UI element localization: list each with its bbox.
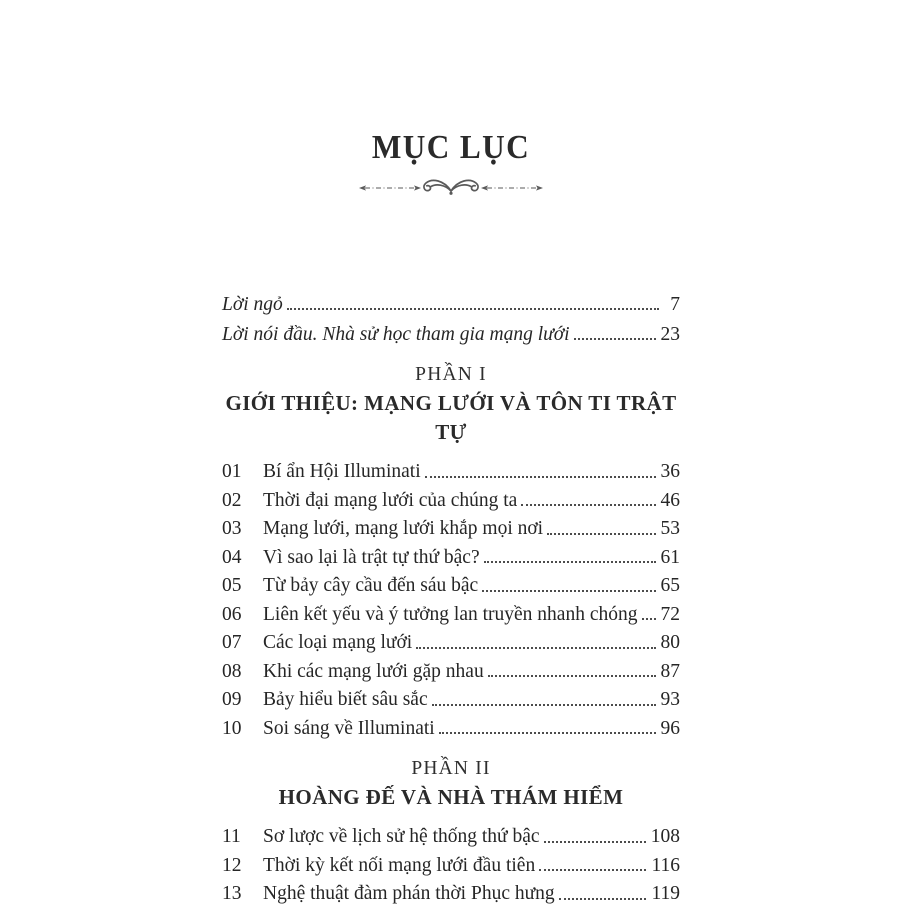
- toc-chapter-row: [222, 711, 680, 740]
- toc-entry-page: 96: [660, 717, 680, 739]
- chapter-number: 06: [222, 603, 242, 625]
- toc-chapter-row: [222, 568, 680, 597]
- toc-entry-page: 80: [660, 632, 680, 654]
- chapter-number: 07: [222, 632, 242, 654]
- dot-leader: [425, 476, 656, 478]
- toc-entry-title: Lời nói đầu. Nhà sử học tham gia mạng lưới: [222, 323, 570, 345]
- dot-leader: [287, 308, 659, 310]
- toc-entry-page: 108: [650, 826, 680, 848]
- toc-entry-page: 119: [651, 883, 680, 905]
- part-label: PHẦN I: [415, 364, 487, 385]
- toc-entry-title: Mạng lưới, mạng lưới khắp mọi nơi: [263, 518, 544, 540]
- toc-entry-title: Bảy hiểu biết sâu sắc: [263, 689, 428, 711]
- toc-entry-title: Các loại mạng lưới: [263, 632, 413, 654]
- toc-entry-page: 36: [660, 461, 680, 483]
- toc-entry-title: Từ bảy cây cầu đến sáu bậc: [263, 575, 479, 597]
- toc-chapter-row: [222, 597, 680, 626]
- intro-list: [222, 285, 680, 345]
- toc-entry-page: 7: [670, 293, 680, 315]
- dot-leader: [544, 841, 646, 843]
- chapter-number: 11: [222, 826, 241, 848]
- toc-entry-title: Bí ẩn Hội Illuminati: [263, 461, 421, 483]
- dot-leader: [416, 647, 655, 649]
- toc-entry-page: 61: [660, 546, 680, 568]
- chapter-number: 08: [222, 660, 242, 682]
- chapter-list: [222, 819, 680, 905]
- toc-entry-page: 93: [660, 689, 680, 711]
- toc-chapter-row: [222, 454, 680, 483]
- chapter-number: 01: [222, 461, 242, 483]
- toc-chapter-row: [222, 511, 680, 540]
- toc-part: [222, 756, 680, 905]
- dot-leader: [574, 338, 656, 340]
- toc-chapter-row: [222, 848, 680, 877]
- dot-leader: [488, 675, 656, 677]
- part-title: HOÀNG ĐẾ VÀ NHÀ THÁM HIỂM: [278, 785, 624, 809]
- toc-entry-title: Soi sáng về Illuminati: [263, 717, 435, 739]
- toc-entry-title: Sơ lược về lịch sử hệ thống thứ bậc: [263, 826, 540, 848]
- dot-leader: [484, 561, 656, 563]
- toc-entry-page: 65: [660, 575, 680, 597]
- dot-leader: [559, 898, 647, 900]
- dot-leader: [482, 590, 655, 592]
- toc-entry-page: 116: [651, 854, 680, 876]
- toc-entry-title: Vì sao lại là trật tự thứ bậc?: [263, 546, 480, 568]
- chapter-list: [222, 454, 680, 739]
- part-label: PHẦN II: [411, 758, 491, 779]
- toc-entry-title: Lời ngỏ: [222, 293, 283, 315]
- dot-leader: [539, 869, 646, 871]
- toc-chapter-row: [222, 540, 680, 569]
- chapter-number: 04: [222, 546, 242, 568]
- chapter-number: 09: [222, 689, 242, 711]
- toc-entry-title: Liên kết yếu và ý tưởng lan truyền nhanh chóng: [263, 603, 638, 625]
- chapter-number: 12: [222, 854, 242, 876]
- chapter-number: 13: [222, 883, 242, 905]
- toc-entry-page: 23: [660, 323, 680, 345]
- toc-entry-title: Nghệ thuật đàm phán thời Phục hưng: [263, 883, 555, 905]
- toc-entry-title: Thời kỳ kết nối mạng lưới đầu tiên: [263, 854, 536, 876]
- toc-entry-page: 72: [660, 603, 680, 625]
- toc-content: [222, 0, 680, 905]
- toc-entry-title: Thời đại mạng lưới của chúng ta: [263, 489, 518, 511]
- part-title: GIỚI THIỆU: MẠNG LƯỚI VÀ TÔN TI TRẬT TỰ: [225, 391, 677, 444]
- toc-intro-row: [222, 285, 680, 315]
- toc-entry-page: 53: [660, 518, 680, 540]
- dot-leader: [642, 618, 656, 620]
- chapter-number: 10: [222, 717, 242, 739]
- toc-intro-row: [222, 315, 680, 345]
- page-title: MỤC LỤC: [371, 129, 531, 166]
- toc-entry-title: Khi các mạng lưới gặp nhau: [263, 660, 484, 682]
- chapter-number: 02: [222, 489, 242, 511]
- toc-chapter-row: [222, 682, 680, 711]
- dot-leader: [521, 504, 655, 506]
- toc-chapter-row: [222, 625, 680, 654]
- dot-leader: [432, 704, 656, 706]
- flourish-divider-icon: [222, 174, 680, 202]
- toc-chapter-row: [222, 654, 680, 683]
- toc-chapter-row: [222, 819, 680, 848]
- chapter-number: 03: [222, 518, 242, 540]
- toc-chapter-row: [222, 483, 680, 512]
- dot-leader: [547, 533, 655, 535]
- toc-part: [222, 362, 680, 739]
- parts-list: [222, 362, 680, 905]
- chapter-number: 05: [222, 575, 242, 597]
- toc-entry-page: 87: [660, 660, 680, 682]
- toc-chapter-row: [222, 876, 680, 905]
- toc-entry-page: 46: [660, 489, 680, 511]
- dot-leader: [439, 732, 656, 734]
